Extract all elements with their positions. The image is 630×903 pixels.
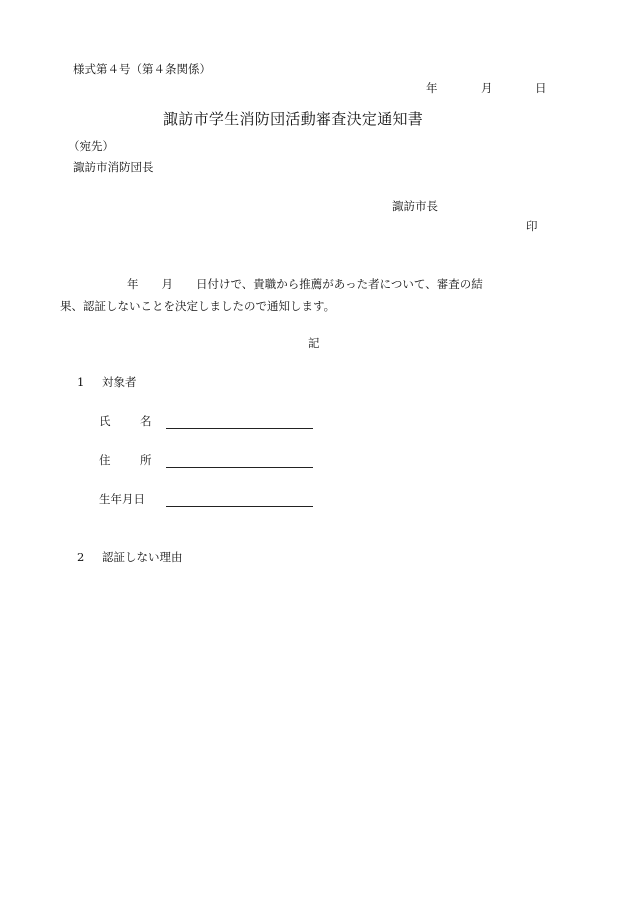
body-paragraph bbox=[60, 273, 550, 317]
body-line-1: 年 月 日付けで、貴職から推薦があった者について、審査の結 bbox=[127, 277, 483, 291]
section-2 bbox=[77, 552, 182, 564]
date-line bbox=[0, 83, 630, 97]
body-line-2: 果、認証しないことを決定しましたので通知します。 bbox=[60, 299, 336, 313]
issuer: 諏訪市長 bbox=[392, 199, 438, 213]
field-birthdate-label: 生年月日 bbox=[99, 492, 145, 506]
date-month: 月 bbox=[481, 81, 493, 95]
field-address-label-a: 住 bbox=[99, 453, 111, 467]
field-birthdate-blank bbox=[166, 506, 313, 507]
section-1 bbox=[77, 377, 136, 389]
record-heading: 記 bbox=[308, 336, 320, 350]
document-title: 諏訪市学生消防団活動審査決定通知書 bbox=[163, 110, 424, 128]
section-2-number: 2 bbox=[77, 550, 85, 564]
field-name-blank bbox=[166, 428, 313, 429]
seal-mark: 印 bbox=[526, 219, 538, 233]
date-year: 年 bbox=[426, 81, 438, 95]
section-1-number: 1 bbox=[77, 375, 85, 389]
addressee: 諏訪市消防団長 bbox=[73, 160, 154, 174]
field-name-row bbox=[0, 416, 630, 432]
field-address-label-b: 所 bbox=[140, 453, 152, 467]
addressee-label: （宛先） bbox=[68, 139, 114, 153]
field-address-row bbox=[0, 455, 630, 471]
field-address-blank bbox=[166, 467, 313, 468]
section-1-title: 対象者 bbox=[101, 375, 137, 389]
date-day: 日 bbox=[535, 81, 547, 95]
form-number: 様式第４号（第４条関係） bbox=[73, 62, 211, 76]
field-name-label-a: 氏 bbox=[99, 414, 111, 428]
section-2-title: 認証しない理由 bbox=[101, 550, 183, 564]
field-name-label-b: 名 bbox=[140, 414, 152, 428]
field-birthdate-row bbox=[0, 494, 630, 510]
